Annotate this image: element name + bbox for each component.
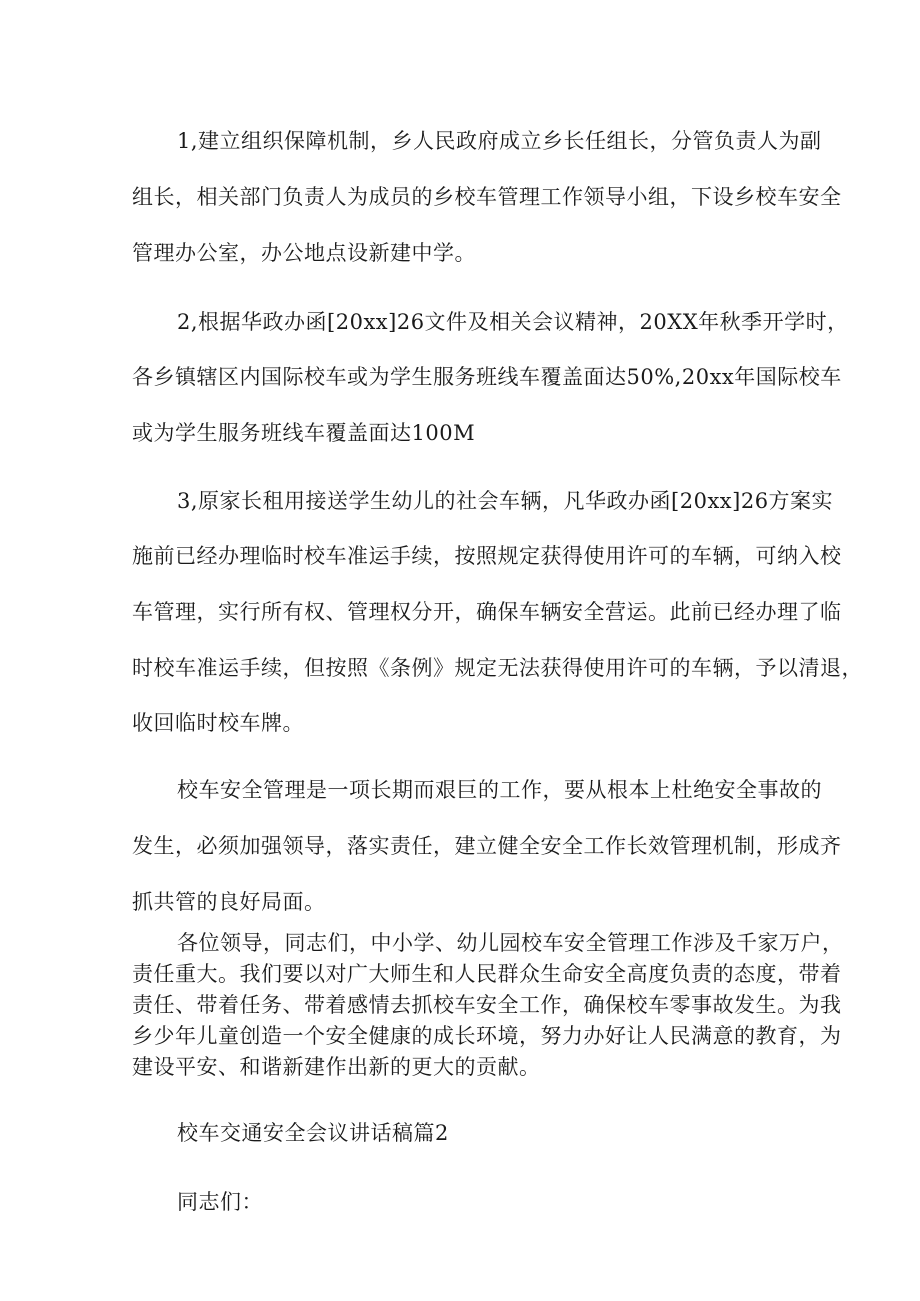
paragraph-3-line-3: 车管理，实行所有权、管理权分开，确保车辆安全营运。此前已经办理了临 [132, 600, 842, 624]
paragraph-3-line-4: 时校车准运手续，但按照《条例》规定无法获得使用许可的车辆，予以清退， [132, 656, 863, 680]
greeting: 同志们： [177, 1190, 263, 1214]
paragraph-4-line-3: 抓共管的良好局面。 [132, 890, 326, 914]
paragraph-5-line-5: 建设平安、和谐新建作出新的更大的贡献。 [132, 1055, 541, 1079]
section-heading: 校车交通安全会议讲话稿篇2 [177, 1121, 449, 1145]
paragraph-4-line-1: 校车安全管理是一项长期而艰巨的工作，要从根本上杜绝安全事故的 [177, 778, 822, 802]
paragraph-3-line-1: 3,原家长租用接送学生幼儿的社会车辆，凡华政办函[20xx]26方案实 [177, 489, 834, 513]
paragraph-5-line-2: 责任重大。我们要以对广大师生和人民群众生命安全高度负责的态度，带着 [132, 962, 842, 986]
paragraph-4-line-2: 发生，必须加强领导，落实责任，建立健全安全工作长效管理机制，形成齐 [132, 834, 842, 858]
paragraph-5-line-3: 责任、带着任务、带着感情去抓校车安全工作，确保校车零事故发生。为我 [132, 993, 842, 1017]
paragraph-3-line-2: 施前已经办理临时校车准运手续，按照规定获得使用许可的车辆，可纳入校 [132, 544, 842, 568]
paragraph-3-line-5: 收回临时校车牌。 [132, 711, 304, 735]
paragraph-1-line-1: 1,建立组织保障机制，乡人民政府成立乡长任组长，分管负责人为副 [177, 129, 822, 153]
paragraph-2-line-2: 各乡镇辖区内国际校车或为学生服务班线车覆盖面达50%,20xx年国际校车 [132, 365, 842, 389]
paragraph-5-line-4: 乡少年儿童创造一个安全健康的成长环境，努力办好让人民满意的教育，为 [132, 1024, 842, 1048]
paragraph-2-line-3: 或为学生服务班线车覆盖面达100M [132, 421, 476, 445]
paragraph-5-line-1: 各位领导，同志们，中小学、幼儿园校车安全管理工作涉及千家万户， [177, 931, 844, 955]
paragraph-2-line-1: 2,根据华政办函[20xx]26文件及相关会议精神，20XX年秋季开学时， [177, 310, 849, 334]
paragraph-1-line-3: 管理办公室，办公地点设新建中学。 [132, 241, 476, 265]
paragraph-1-line-2: 组长，相关部门负责人为成员的乡校车管理工作领导小组，下设乡校车安全 [132, 185, 842, 209]
